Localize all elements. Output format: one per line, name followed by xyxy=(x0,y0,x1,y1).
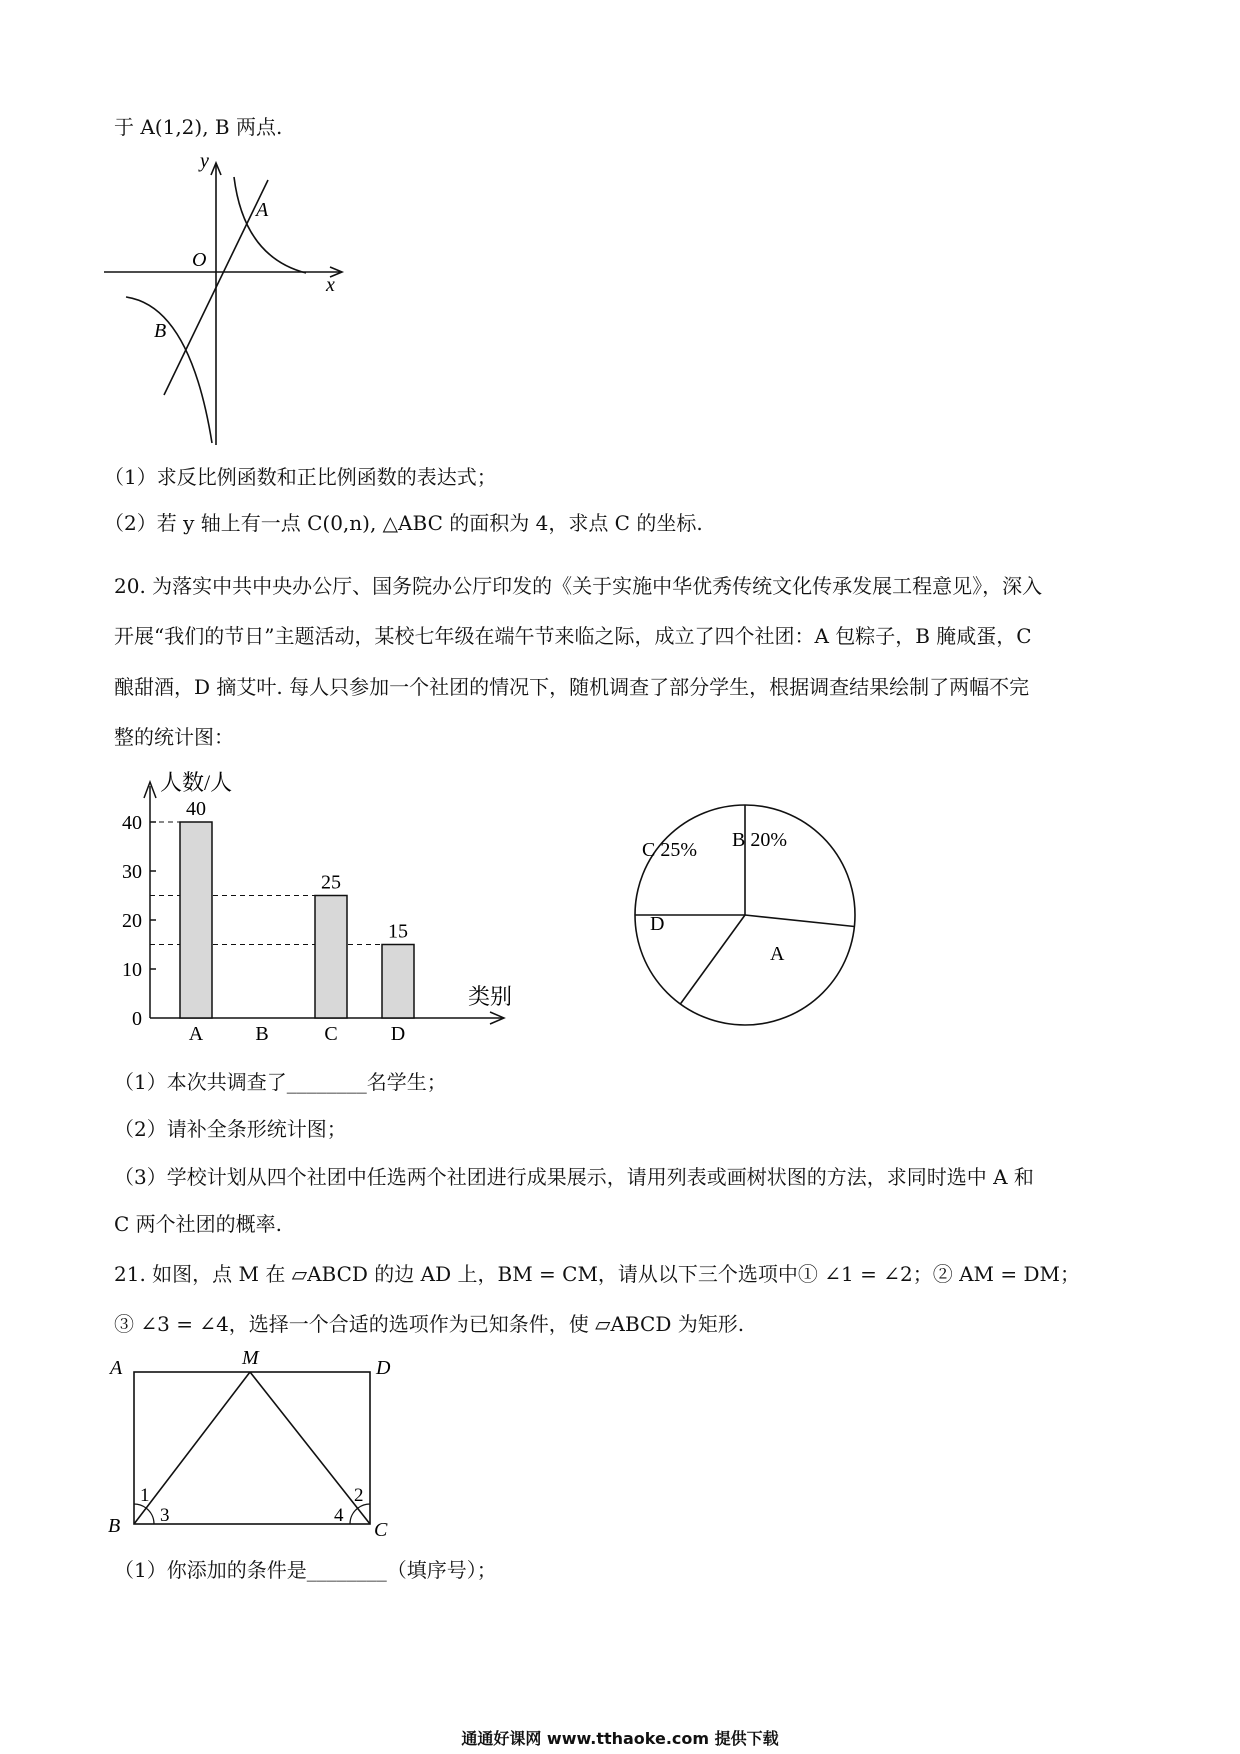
bar-chart-ytick-label: 10 xyxy=(122,959,142,981)
angle-2-label: 2 xyxy=(354,1485,364,1506)
q19-part1: （1）求反比例函数和正比例函数的表达式； xyxy=(104,465,497,489)
pie-slice-divider xyxy=(680,915,745,1004)
point-b-label: B xyxy=(154,320,167,342)
angle-4-label: 4 xyxy=(334,1505,344,1526)
label-a: A xyxy=(110,1357,123,1379)
bar-chart-xlabel: 类别 xyxy=(468,984,513,1009)
pie-slice-divider xyxy=(745,915,854,926)
bar-chart-ytick-label: 0 xyxy=(132,1008,142,1030)
q21-part1: （1）你添加的条件是________（填序号）； xyxy=(114,1558,497,1582)
bar-chart-category-c: C xyxy=(324,1023,338,1045)
footer: 通通好课网 www.tthaoke.com 提供下载 xyxy=(461,1729,779,1748)
q20-line2: 开展“我们的节日”主题活动，某校七年级在端午节来临之际，成立了四个社团：A 包粽子，B 腌咸蛋，C xyxy=(114,624,1032,648)
label-b: B xyxy=(108,1515,121,1536)
q20-line4: 整的统计图： xyxy=(114,725,234,749)
q19-function-graph xyxy=(98,145,358,450)
label-m: M xyxy=(242,1347,259,1369)
x-axis-label: x xyxy=(326,274,335,296)
q20-line1: 20. 为落实中共中央办公厅、国务院办公厅印发的《关于实施中华优秀传统文化传承发展工程意见》，深入 xyxy=(114,574,1043,598)
label-d: D xyxy=(376,1357,391,1379)
bar-a-data-label: 40 xyxy=(186,798,206,820)
hyperbola-branch-lower xyxy=(126,297,212,443)
label-c: C xyxy=(374,1519,388,1536)
bar-a xyxy=(180,822,212,1018)
bar-d xyxy=(382,945,414,1019)
bar-chart-category-b: B xyxy=(255,1023,269,1045)
bar-chart-category-a: A xyxy=(188,1023,204,1045)
bar-c-data-label: 25 xyxy=(321,871,341,894)
bar-chart-category-d: D xyxy=(390,1023,406,1045)
bar-chart-ylabel: 人数/人 xyxy=(160,770,233,795)
pie-slice-d-label: D xyxy=(650,913,665,935)
segment-cm xyxy=(250,1372,370,1524)
bar-chart-ytick-label: 20 xyxy=(122,910,142,932)
q20-part3-line2: C 两个社团的概率. xyxy=(114,1212,283,1236)
q21-rectangle-figure xyxy=(108,1346,408,1536)
pie-slice-a-label: A xyxy=(770,943,785,965)
hyperbola-branch-upper xyxy=(234,177,306,273)
angle-1-label: 1 xyxy=(140,1485,150,1506)
bar-chart xyxy=(108,768,528,1058)
q20-line3: 酿甜酒，D 摘艾叶. 每人只参加一个社团的情况下，随机调查了部分学生，根据调查结果绘制了两幅不完 xyxy=(114,675,1030,699)
origin-label: O xyxy=(192,249,207,271)
rectangle-abcd xyxy=(134,1372,370,1524)
q21-line1: 21. 如图，点 M 在 ▱ABCD 的边 AD 上，BM = CM，请从以下三个选项中① ∠1 = ∠2；② AM = DM； xyxy=(114,1262,1080,1286)
angle-3-label: 3 xyxy=(160,1505,170,1526)
bar-chart-ytick-label: 30 xyxy=(122,861,142,883)
q19-intro: 于 A(1,2), B 两点. xyxy=(114,115,283,139)
pie-slice-b-label: B 20% xyxy=(732,829,787,851)
pie-slice-c-label: C 25% xyxy=(642,839,697,861)
bar-chart-ytick-label: 40 xyxy=(122,812,142,834)
q20-part3-line1: （3）学校计划从四个社团中任选两个社团进行成果展示，请用列表或画树状图的方法，求同时选中 A 和 xyxy=(114,1165,1034,1189)
segment-bm xyxy=(134,1372,250,1524)
q21-line2: ③ ∠3 = ∠4，选择一个合适的选项作为已知条件，使 ▱ABCD 为矩形. xyxy=(114,1312,745,1336)
y-axis-label: y xyxy=(200,150,209,172)
bar-c xyxy=(315,896,347,1019)
q19-part2: （2）若 y 轴上有一点 C(0,n), △ABC 的面积为 4，求点 C 的坐标. xyxy=(104,511,703,535)
bar-d-data-label: 15 xyxy=(388,920,408,943)
point-a-label: A xyxy=(256,199,269,221)
pie-chart xyxy=(620,790,870,1040)
q20-part1: （1）本次共调查了________名学生； xyxy=(114,1070,447,1094)
q20-part2: （2）请补全条形统计图； xyxy=(114,1117,347,1141)
